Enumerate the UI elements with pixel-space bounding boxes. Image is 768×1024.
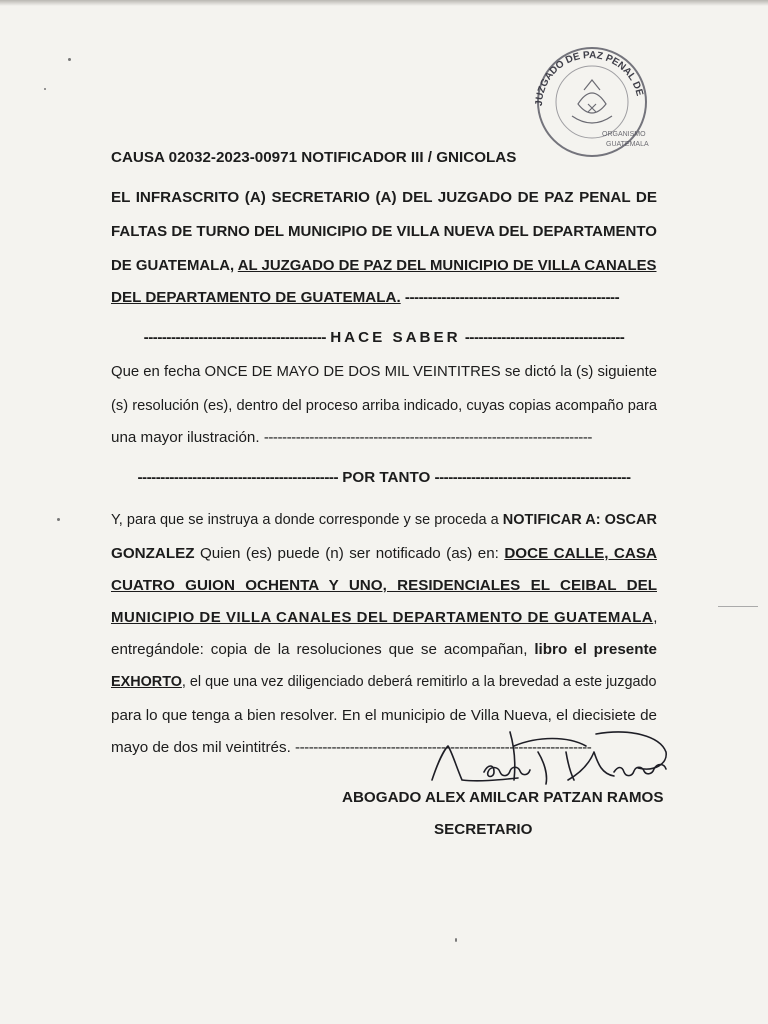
- notification-line-2-plain: Quien (es) puede (n) ser notificado (as) en:: [199, 545, 499, 562]
- exhorto-word: EXHORTO: [111, 673, 182, 690]
- court-seal-stamp: [528, 44, 650, 158]
- handwritten-signature: [418, 722, 688, 792]
- filler-dashes: -----------------------------------------------: [404, 289, 620, 306]
- hace-saber-label: HACE SABER: [330, 329, 461, 346]
- addressee-department: DEL DEPARTAMENTO DE GUATEMALA.: [111, 289, 401, 306]
- page-top-edge: [0, 0, 768, 6]
- notification-line-7: para lo que tenga a bien resolver. En el municipio de Villa Nueva, el diecisiete de: [111, 707, 657, 724]
- resolution-line-2: (s) resolución (es), dentro del proceso arriba indicado, cuyas copias acompaño para: [111, 397, 658, 414]
- addressee-court: AL JUZGADO DE PAZ DEL MUNICIPIO DE VILLA CANALES: [237, 257, 657, 274]
- intro-line-2: FALTAS DE TURNO DEL MUNICIPIO DE VILLA NUEVA DEL DEPARTAMENTO: [111, 223, 657, 240]
- notification-line-5-bold: libro el presente: [534, 641, 657, 658]
- intro-line-3: [111, 256, 657, 276]
- notification-line-5-plain: entregándole: copia de la resoluciones que se acompañan,: [111, 641, 528, 658]
- notification-line-2: [111, 544, 657, 564]
- resolution-line-3-text: una mayor ilustración.: [111, 429, 260, 446]
- intro-line-4: [111, 288, 657, 308]
- filler-dashes: ----------------------------------------: [143, 329, 326, 346]
- address-part-2: CUATRO GUION OCHENTA Y UNO, RESIDENCIALES EL CEIBAL DEL: [111, 577, 657, 594]
- filler-dashes: -----------------------------------: [464, 329, 625, 346]
- resolution-line-1: Que en fecha ONCE DE MAYO DE DOS MIL VEINTITRES se dictó la (s) siguiente: [111, 363, 658, 380]
- address-part-1: DOCE CALLE, CASA: [504, 545, 657, 562]
- signer-name: ABOGADO ALEX AMILCAR PATZAN RAMOS: [342, 789, 664, 806]
- scan-mark: [718, 606, 758, 607]
- notification-line-6-plain: , el que una vez diligenciado deberá remitirlo a la brevedad a este juzgado: [181, 673, 657, 690]
- signer-title: SECRETARIO: [434, 821, 533, 838]
- address-comma: ,: [653, 609, 658, 626]
- svg-text:JUZGADO DE PAZ PENAL DE: JUZGADO DE PAZ PENAL DE: [533, 49, 645, 107]
- scan-speck: [57, 518, 60, 521]
- scan-speck: [455, 938, 457, 942]
- notification-line-1-plain: Y, para que se instruya a donde corresponde y se proceda a: [111, 511, 499, 528]
- filler-dashes: -------------------------------------------: [434, 469, 631, 486]
- case-number: CAUSA 02032-2023-00971 NOTIFICADOR III / GNICOLAS: [111, 149, 517, 166]
- filler-dashes: ------------------------------------------------------------------------: [263, 429, 592, 446]
- intro-line-3-plain: DE GUATEMALA,: [111, 257, 235, 274]
- intro-line-1: EL INFRASCRITO (A) SECRETARIO (A) DEL JUZGADO DE PAZ PENAL DE: [111, 189, 657, 206]
- por-tanto-label: POR TANTO: [342, 469, 431, 486]
- scan-speck: [44, 88, 46, 90]
- notification-line-8-text: mayo de dos mil veintitrés.: [111, 739, 291, 756]
- por-tanto-heading: [111, 468, 657, 488]
- notify-recipient: NOTIFICAR A: OSCAR: [502, 511, 657, 528]
- svg-text:ORGANISMO: ORGANISMO: [602, 131, 646, 138]
- scan-speck: [68, 58, 71, 61]
- svg-text:GUATEMALA: GUATEMALA: [606, 141, 649, 148]
- hace-saber-heading: [111, 328, 657, 348]
- notification-line-5: [111, 640, 657, 660]
- resolution-line-3: [111, 428, 657, 448]
- filler-dashes: -----------------------------------------------------------------: [295, 739, 592, 756]
- notification-line-1: [111, 510, 657, 530]
- notification-line-6: [111, 672, 657, 692]
- filler-dashes: --------------------------------------------: [137, 469, 339, 486]
- notify-recipient-surname: GONZALEZ: [111, 545, 195, 562]
- address-part-3: MUNICIPIO DE VILLA CANALES DEL DEPARTAMENTO DE GUATEMALA: [111, 609, 654, 626]
- notification-line-4: [111, 608, 657, 628]
